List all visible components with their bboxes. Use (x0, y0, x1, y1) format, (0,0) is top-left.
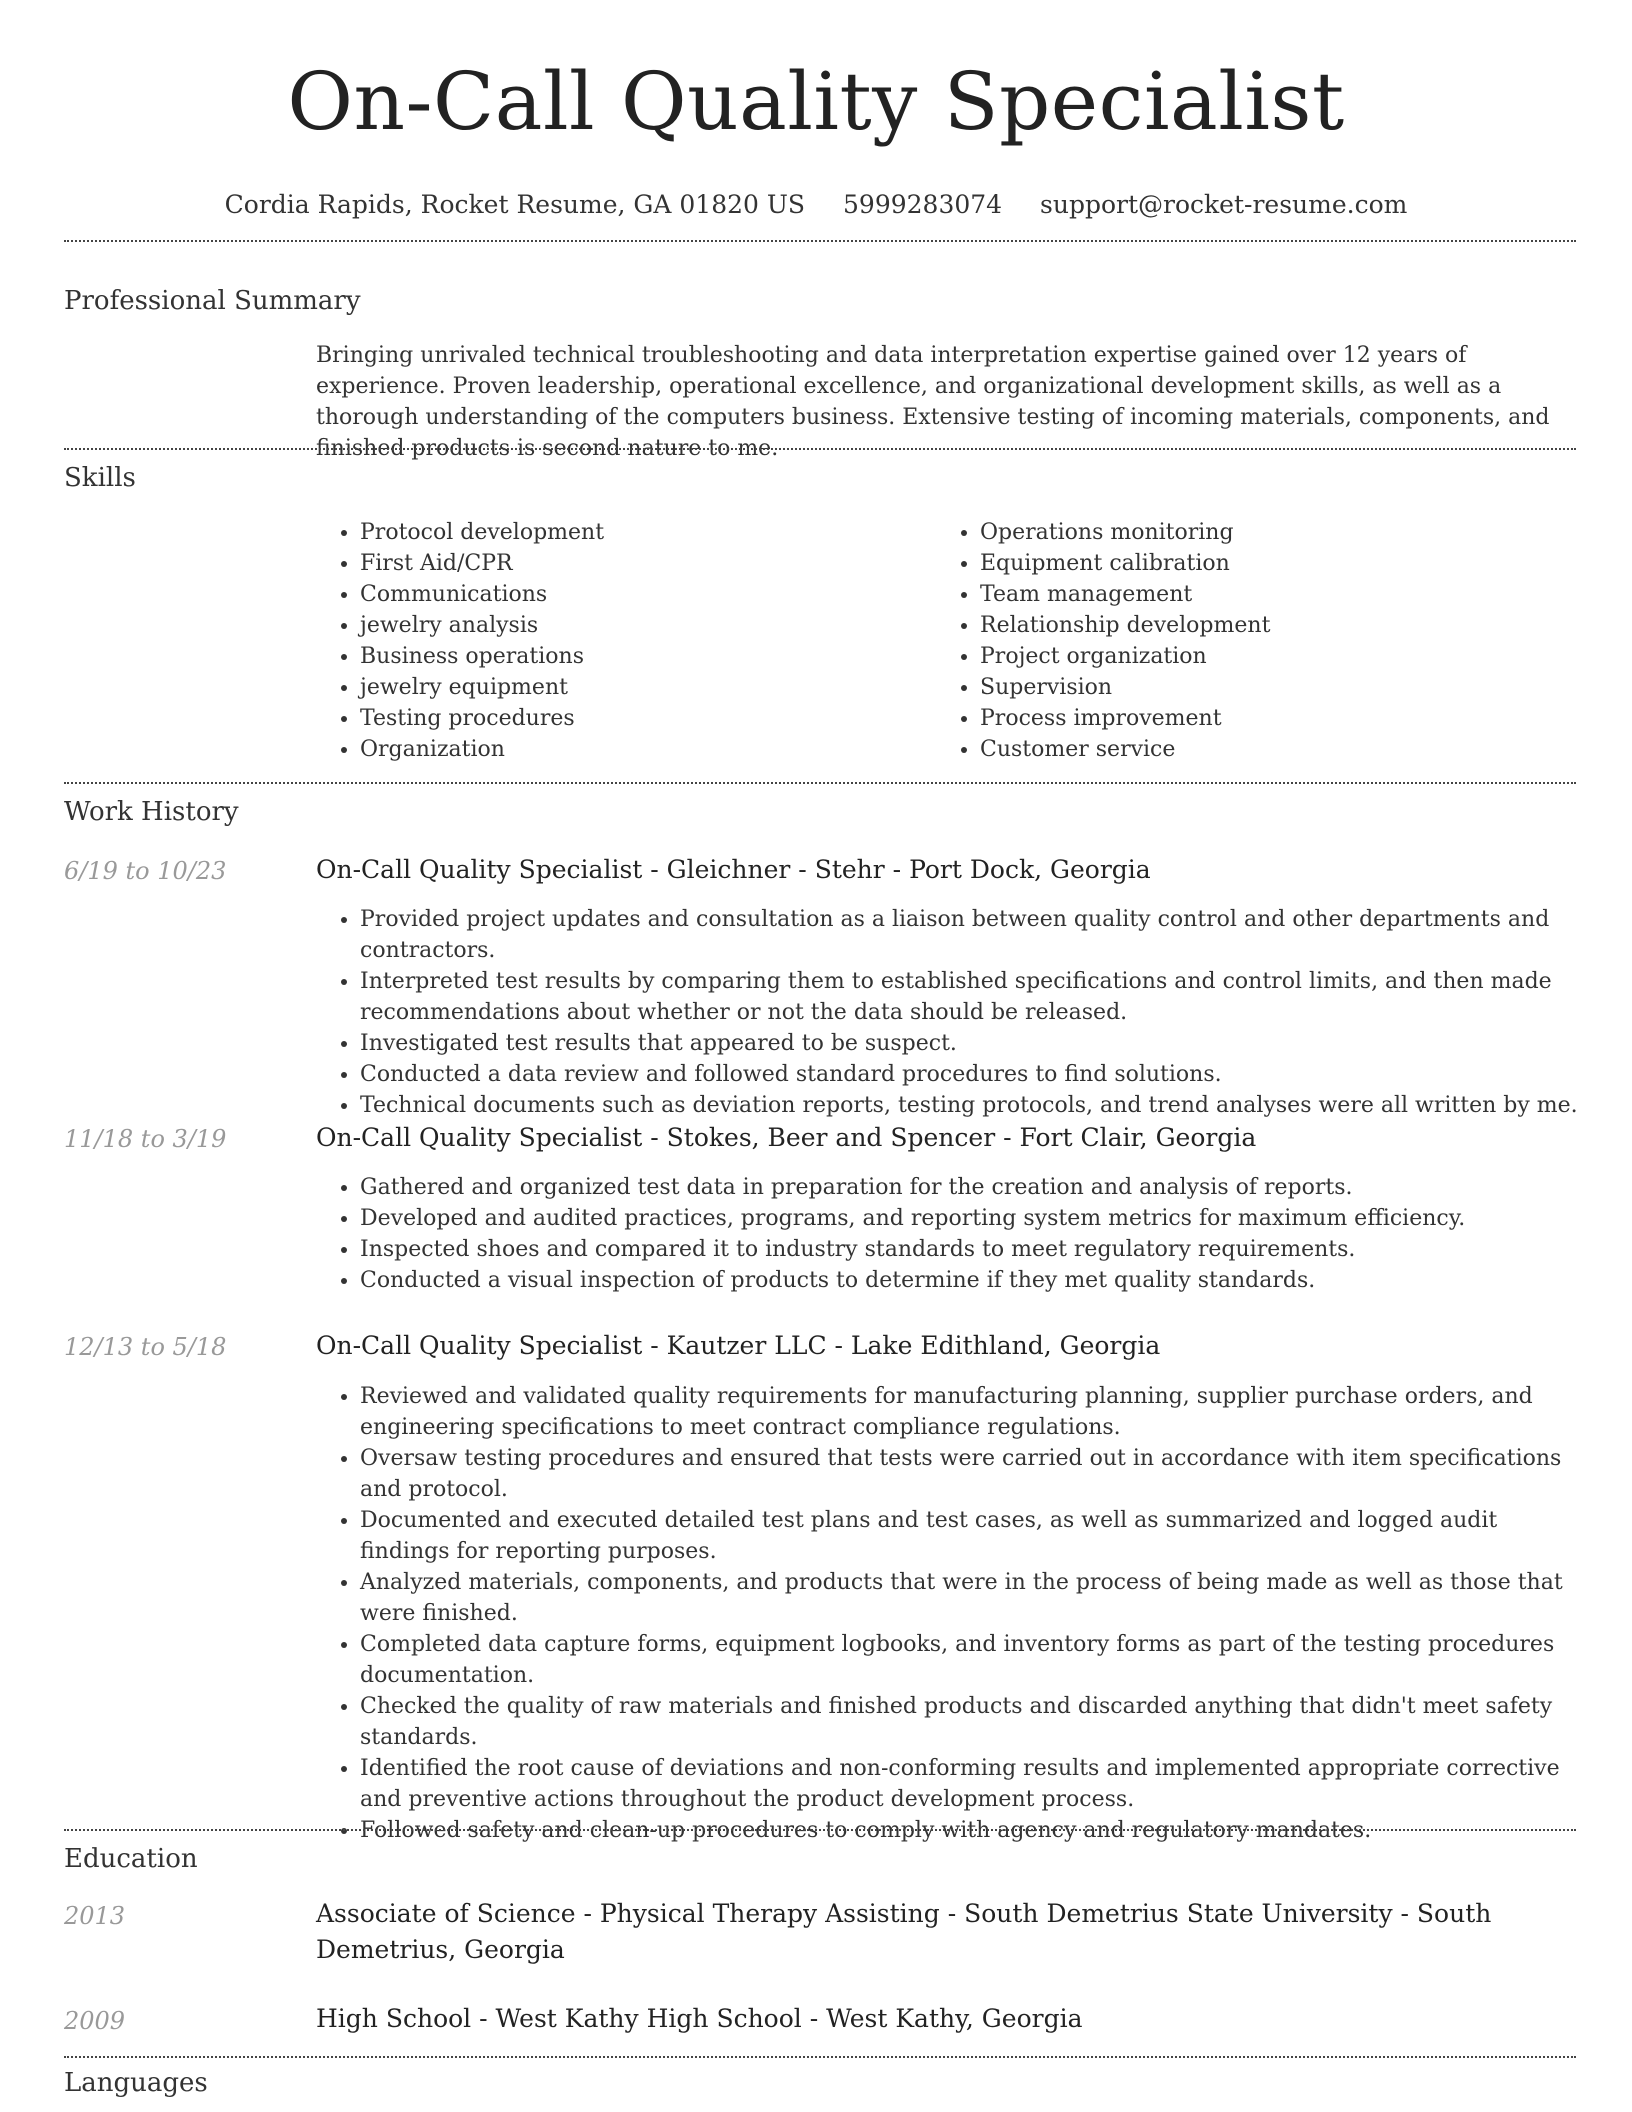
job-bullet: • Checked the quality of raw materials and finished products and discarded anything that didn't meet safety standards. (360, 1691, 1578, 1753)
section-title-skills: Skills (64, 463, 136, 493)
job-bullet: • Provided project updates and consultation as a liaison between quality control and other departments and contractors. (360, 904, 1578, 966)
education-year: 2013 (64, 1902, 126, 1930)
skill-item: • Communications (360, 579, 936, 610)
summary-text: Bringing unrivaled technical troubleshooting and data interpretation expertise gained over 12 years of experience. Proven leadership, operational excellence, and organizational development skills, as well as a thorough understanding of the computers business. Extensive testing of incoming materials, components, and finished products is second nature to me. (316, 343, 1550, 461)
job-bullet: • Documented and executed detailed test plans and test cases, as well as summarized and logged audit findings for reporting purposes. (360, 1505, 1578, 1567)
job-bullet: • Completed data capture forms, equipment logbooks, and inventory forms as part of the testing procedures documentation. (360, 1629, 1578, 1691)
job-bullet: • Investigated test results that appeared to be suspect. (360, 1028, 1578, 1059)
divider (64, 240, 1576, 242)
skill-item: • Business operations (360, 641, 936, 672)
section-title-education: Education (64, 1844, 198, 1874)
job-bullet: • Analyzed materials, components, and products that were in the process of being made as well as those that were finished. (360, 1567, 1578, 1629)
job-dates: 11/18 to 3/19 (64, 1125, 227, 1153)
skill-item: • Customer service (980, 734, 1556, 765)
divider (64, 782, 1576, 784)
education-title: High School - West Kathy High School - West Kathy, Georgia (316, 2004, 1083, 2033)
job-bullet: • Oversaw testing procedures and ensured that tests were carried out in accordance with item specifications and protocol. (360, 1443, 1578, 1505)
job-title: On-Call Quality Specialist - Kautzer LLC - Lake Edithland, Georgia (316, 1331, 1161, 1360)
job-bullet: • Conducted a data review and followed standard procedures to find solutions. (360, 1059, 1578, 1090)
skill-item: • jewelry analysis (360, 610, 936, 641)
skill-item: • First Aid/CPR (360, 548, 936, 579)
job-dates: 6/19 to 10/23 (64, 857, 227, 885)
job-bullets (316, 1172, 1578, 1296)
skills-block (316, 517, 1578, 765)
skills-list-left (316, 517, 936, 765)
job-title: On-Call Quality Specialist - Gleichner - Stehr - Port Dock, Georgia (316, 855, 1151, 884)
job-bullet: • Reviewed and validated quality requirements for manufacturing planning, supplier purchase orders, and engineering specifications to meet contract compliance regulations. (360, 1381, 1578, 1443)
skill-item: • Team management (980, 579, 1556, 610)
skill-item: • Equipment calibration (980, 548, 1556, 579)
skill-item: • Project organization (980, 641, 1556, 672)
job-bullet: • Conducted a visual inspection of products to determine if they met quality standards. (360, 1265, 1578, 1296)
summary-block (316, 340, 1578, 464)
section-title-summary: Professional Summary (64, 286, 361, 316)
contact-phone: 5999283074 (843, 190, 1003, 219)
job-bullets (316, 904, 1578, 1121)
skill-item: • jewelry equipment (360, 672, 936, 703)
job-title: On-Call Quality Specialist - Stokes, Beer and Spencer - Fort Clair, Georgia (316, 1123, 1257, 1152)
divider (64, 1829, 1576, 1831)
job-bullet: • Identified the root cause of deviations and non-conforming results and implemented appropriate corrective and preventive actions throughout the product development process. (360, 1753, 1578, 1815)
skill-item: • Operations monitoring (980, 517, 1556, 548)
job-bullet: • Inspected shoes and compared it to industry standards to meet regulatory requirements. (360, 1234, 1578, 1265)
skill-item: • Relationship development (980, 610, 1556, 641)
skill-item: • Protocol development (360, 517, 936, 548)
contact-address: Cordia Rapids, Rocket Resume, GA 01820 US (224, 190, 806, 219)
job-dates: 12/13 to 5/18 (64, 1333, 227, 1361)
skill-item: • Testing procedures (360, 703, 936, 734)
job-bullets (316, 1381, 1578, 1846)
job-bullet: • Interpreted test results by comparing them to established specifications and control limits, and then made recommendations about whether or not the data should be released. (360, 966, 1578, 1028)
skill-item: • Organization (360, 734, 936, 765)
education-title: Associate of Science - Physical Therapy Assisting - South Demetrius State University - South Demetrius, Georgia (316, 1899, 1492, 1964)
section-title-languages: Languages (64, 2068, 208, 2098)
divider (64, 448, 1576, 450)
job-bullet: • Technical documents such as deviation reports, testing protocols, and trend analyses were all written by me. (360, 1090, 1578, 1121)
job-bullet: • Gathered and organized test data in preparation for the creation and analysis of reports. (360, 1172, 1578, 1203)
skill-item: • Process improvement (980, 703, 1556, 734)
section-title-work: Work History (64, 797, 239, 827)
education-year: 2009 (64, 2007, 126, 2035)
resume-name: On-Call Quality Specialist (287, 55, 1345, 148)
contact-email: support@rocket-resume.com (1040, 190, 1408, 219)
contact-line (0, 188, 1632, 222)
job-bullet: • Followed safety and clean-up procedures to comply with agency and regulatory mandates. (360, 1815, 1578, 1846)
skills-list-right (936, 517, 1556, 765)
divider (64, 2056, 1576, 2058)
skill-item: • Supervision (980, 672, 1556, 703)
job-bullet: • Developed and audited practices, programs, and reporting system metrics for maximum efficiency. (360, 1203, 1578, 1234)
